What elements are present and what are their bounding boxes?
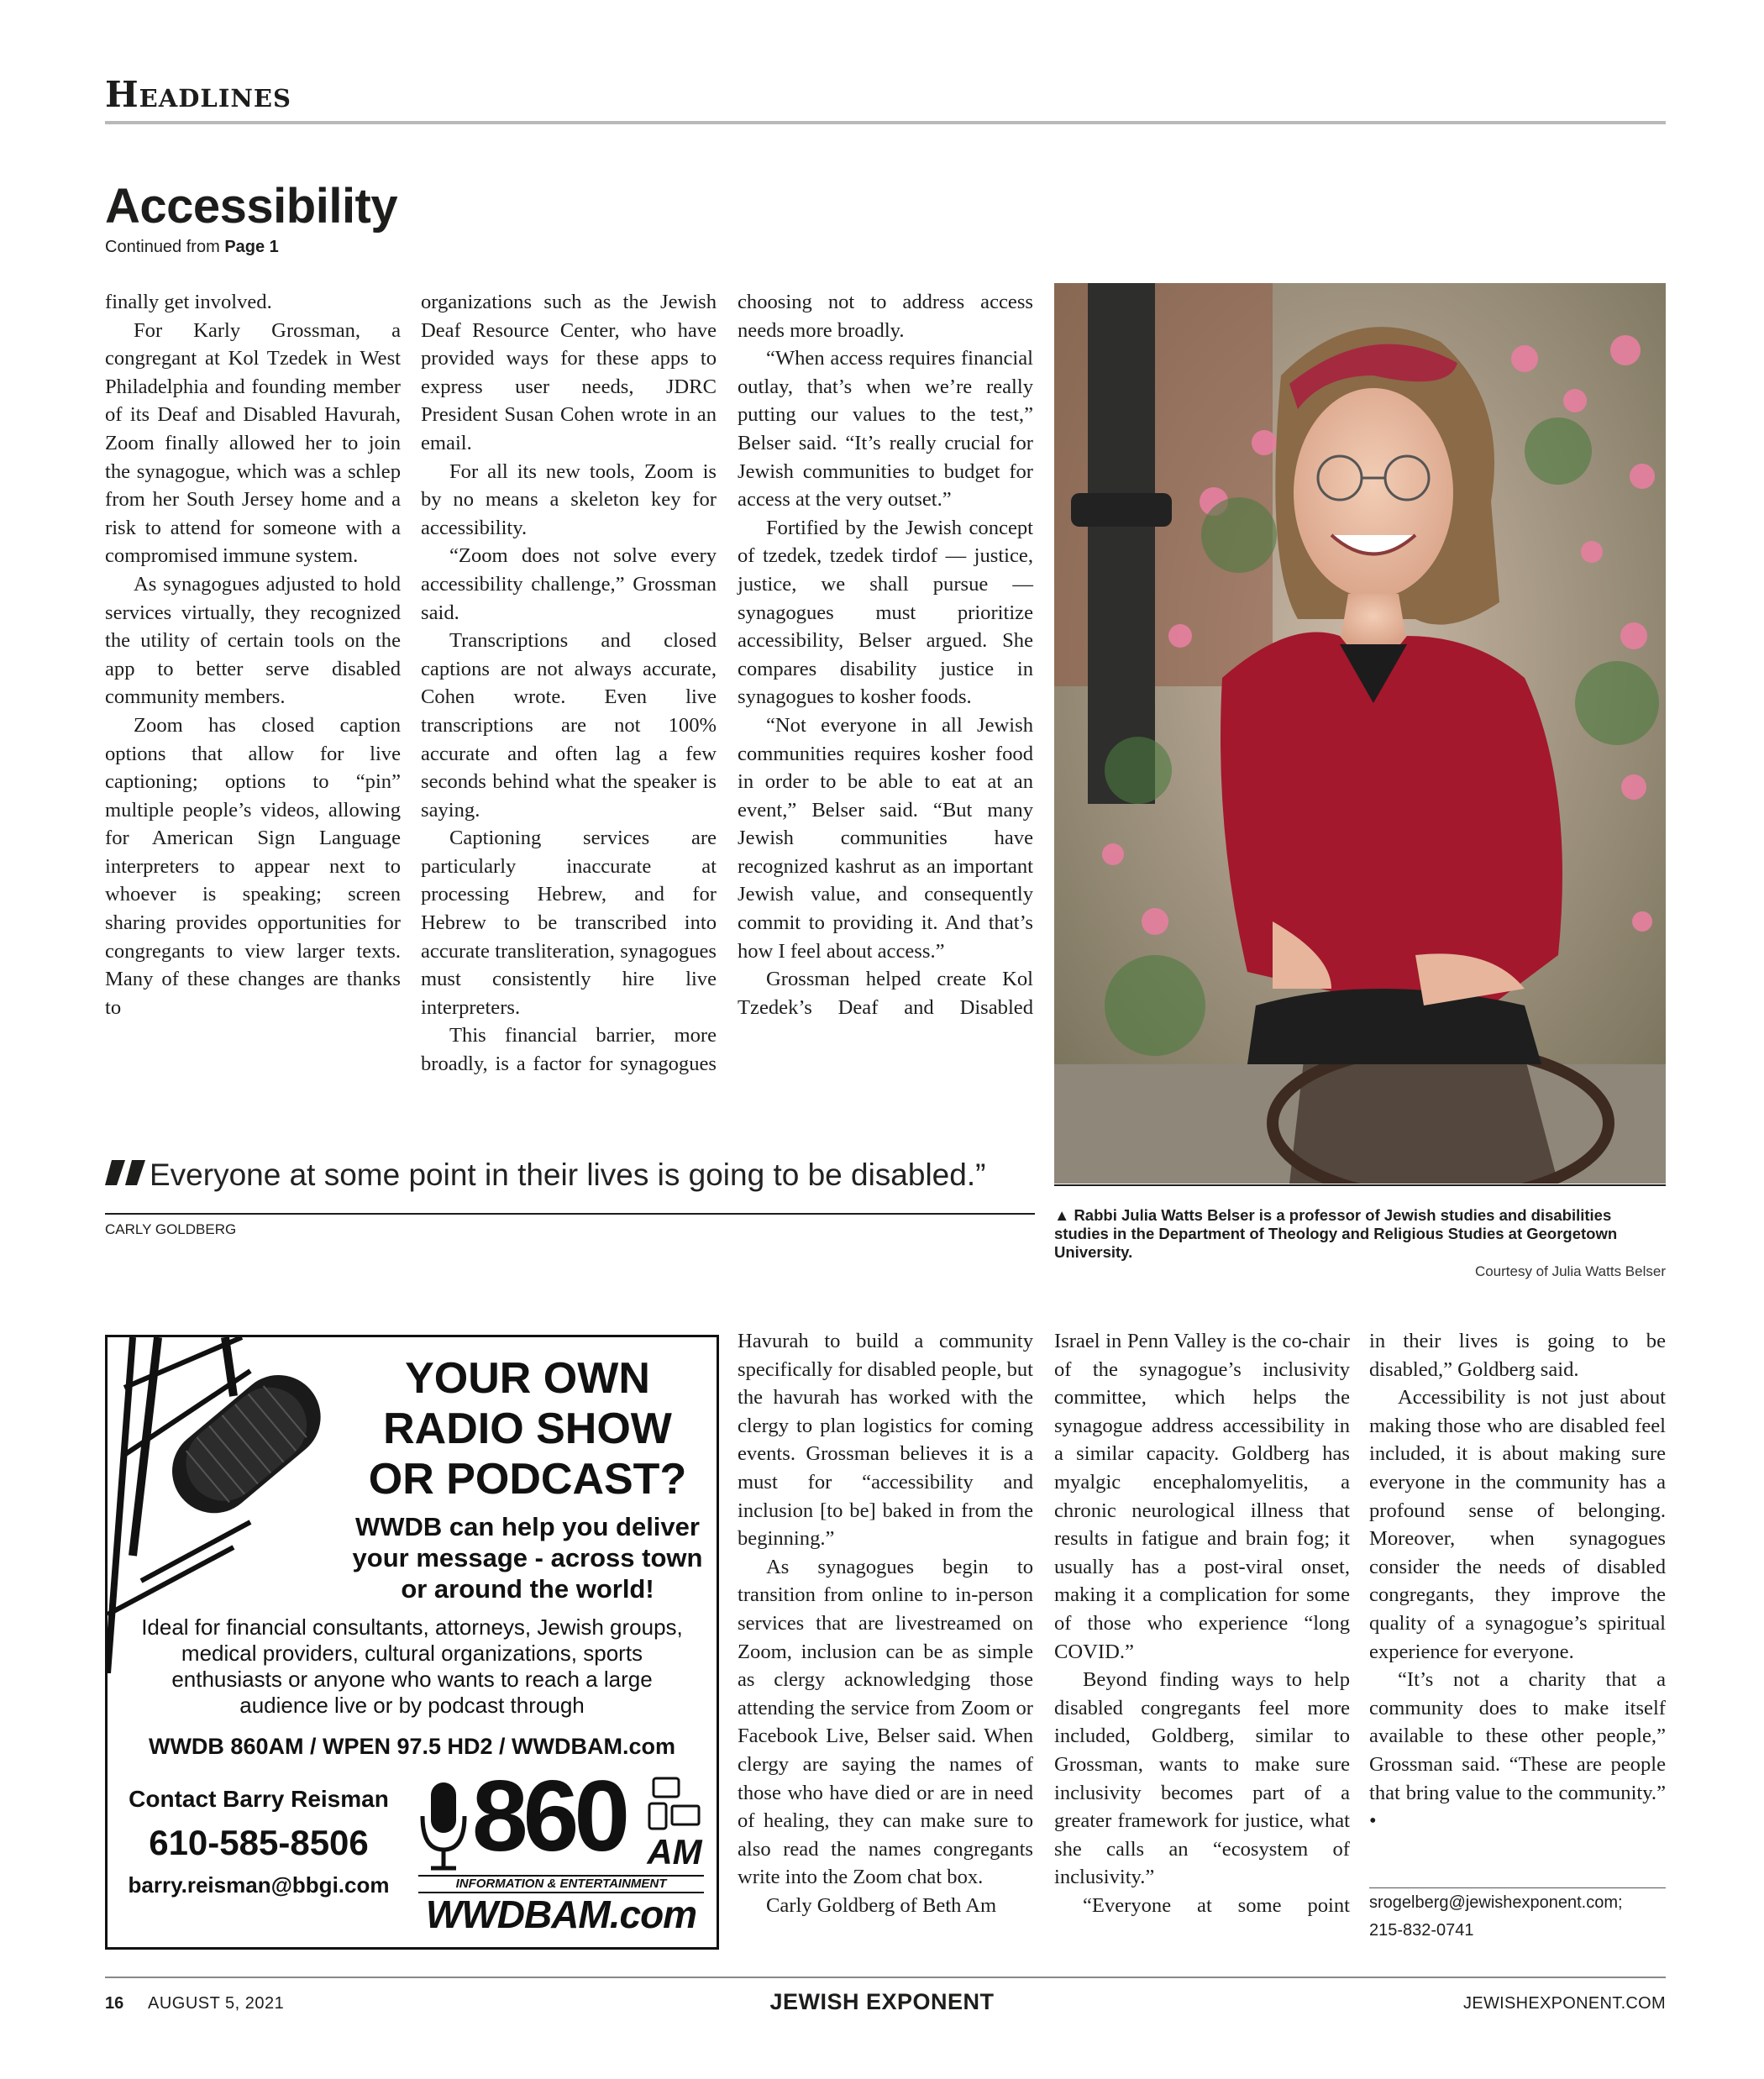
paragraph: in their lives is going to be disabled,” Goldberg said.	[1369, 1330, 1666, 1381]
paragraph: Captioning services are particularly inaccurate at processing Hebrew, and for Hebrew to be transcribed into accurate transliteration, synagogues must consistently hire live interpreters.	[421, 827, 717, 1019]
ad-body-1: Ideal for financial consultants, attorneys, Jewish groups,	[141, 1614, 683, 1640]
headline: Accessibility	[105, 179, 398, 234]
quote-mark-icon	[105, 1160, 147, 1185]
photo-rule	[1054, 1184, 1666, 1186]
paragraph: “Everyone at some point	[1083, 1893, 1350, 1917]
article-column-1	[105, 288, 401, 1021]
section-rule	[105, 121, 1666, 124]
pull-quote: Everyone at some point in their lives is going to be disabled.”	[150, 1158, 986, 1192]
devices-icon	[645, 1774, 704, 1833]
ad-email[interactable]: barry.reisman@bbgi.com	[128, 1872, 390, 1898]
issue-date: AUGUST 5, 2021	[148, 1994, 285, 2013]
pull-quote-attribution: CARLY GOLDBERG	[105, 1221, 237, 1237]
paragraph: Transcriptions and closed captions are not always accurate, Cohen wrote. Even live transcriptions are not 100% accurate and often lag a few seconds behind what the speaker is saying.	[421, 629, 717, 822]
continued-from	[105, 238, 279, 257]
publication-name: JEWISH EXPONENT	[769, 1989, 995, 2014]
paragraph: For all its new tools, Zoom is by no means a skeleton key for accessibility.	[421, 459, 717, 539]
paragraph: finally get involved.	[105, 291, 272, 313]
ad-logo-site[interactable]: WWDBAM.com	[425, 1893, 697, 1936]
ad-logo-am: AM	[647, 1832, 702, 1872]
portrait-illustration	[1054, 283, 1666, 1184]
ad-body-2: medical providers, cultural organizations, sports	[181, 1641, 643, 1666]
paragraph: As synagogues begin to transition from online to in-person services that are livestreamed on Zoom, inclusion can be as simple as clergy acknowledging those attending the service from Zoom or Facebook Live, Belser said. When clergy are saying the names of those who have died or are in need of healing, they can make sure to also read the names congregants write into the Zoom chat box.	[738, 1555, 1033, 1889]
ad-body-4: audience live or by podcast through	[239, 1693, 585, 1718]
ad-logo-tagline: INFORMATION & ENTERTAINMENT	[418, 1875, 704, 1893]
author-phone: 215-832-0741	[1369, 1921, 1474, 1940]
ad-contact: Contact Barry Reisman	[129, 1786, 389, 1812]
paragraph: Carly Goldberg of Beth Am	[766, 1893, 997, 1917]
ad-sub-1: WWDB can help you deliver	[355, 1512, 700, 1541]
paragraph: For Karly Grossman, a congregant at Kol Tzedek in West Philadelphia and founding member of its Deaf and Disabled Havurah, Zoom finally allowed her to join the synagogue, which was a schlep from her South Jersey home and a risk to attend for someone with a compromised immune system.	[105, 318, 401, 568]
article-column-5	[1054, 1327, 1350, 1919]
paragraph: “It’s not a charity that a community does to make itself available to these other people,” Grossman said. “These are people that bring value to the community.” •	[1369, 1668, 1666, 1833]
paragraph: Accessibility is not just about making those who are disabled feel included, it is about making sure everyone in the community has a profound sense of belonging. Moreover, when synagogues consider the needs of disabled congregants, they improve the quality of a synagogue’s spiritual experience for everyone.	[1369, 1386, 1666, 1663]
section-label: Headlines	[105, 74, 291, 115]
continued-page-link[interactable]: Page 1	[224, 238, 279, 256]
paragraph: Beyond finding ways to help disabled congregants feel more included, Goldberg, similar to Grossman, wants to make sure inclusivity becomes part of a greater framework for justice, what she calls an “ecosystem of inclusivity.”	[1054, 1668, 1350, 1889]
paragraph: Zoom has closed caption options that allow for live captioning; options to “pin” multiple people’s videos, allowing for American Sign Language interpreters to appear next to whoever is speaking; screen sharing provides opportunities for congregants to view larger texts. Many of these changes are thanks to	[105, 713, 401, 1019]
paragraph: Fortified by the Jewish concept of tzedek, tzedek tirdof — justice, justice, we shall pursue — synagogues must prioritize accessibility, Belser argued. She compares disability justice in synagogues to kosher foods.	[738, 516, 1033, 709]
continued-prefix: Continued from	[105, 238, 220, 256]
paragraph: “When access requires financial outlay, that’s when we’re really putting our values to the test,” Belser said. “It’s really crucial for Jewish communities to budget for access at the very outset.”	[738, 347, 1033, 512]
paragraph: Havurah to build a community specifically for disabled people, but the havurah has worked with the clergy to plan logistics for coming events. Grossman believes it is a must for “accessibility and inclusion [to be] baked in from the beginning.”	[738, 1330, 1033, 1551]
ad-headline-3: OR PODCAST?	[368, 1455, 687, 1504]
paragraph: “Not everyone in all Jewish communities requires kosher food in order to be able to eat at an event,” Belser said. “But many Jewish communities have recognized kashrut as an important Jewish value, and consequently commit to providing it. And that’s how I feel about access.”	[738, 713, 1033, 963]
paragraph: Grossman helped create Kol Tzedek’s Deaf and Disabled	[738, 968, 1033, 1019]
pull-quote-rule	[105, 1213, 1035, 1215]
paragraph: This financial barrier, more broadly, is a factor for synagogues	[421, 1024, 717, 1076]
article-column-6	[1369, 1327, 1666, 1835]
paragraph: organizations such as the Jewish Deaf Resource Center, who have provided ways for these apps to express user needs, JDRC President Susan Cohen wrote in an email.	[421, 291, 717, 454]
radio-show-advertisement[interactable]	[105, 1335, 719, 1950]
author-contact-rule	[1369, 1887, 1666, 1888]
page-number: 16	[105, 1994, 124, 2013]
paragraph: “Zoom does not solve every accessibility challenge,” Grossman said.	[421, 544, 717, 624]
article-column-2	[421, 288, 717, 1079]
ad-body-3: enthusiasts or anyone who wants to reach a large	[171, 1667, 653, 1692]
photo-credit: Courtesy of Julia Watts Belser	[1474, 1263, 1666, 1279]
article-column-4	[738, 1327, 1033, 1919]
ad-sub-2: your message - across town	[352, 1543, 703, 1572]
ad-logo-number: 860	[471, 1760, 626, 1872]
ad-sub-3: or around the world!	[401, 1574, 654, 1604]
ad-headline-2: RADIO SHOW	[383, 1404, 672, 1453]
paragraph: Israel in Penn Valley is the co-chair of the synagogue’s inclusivity committee, which helps the synagogue address accessibility in a similar capacity. Goldberg has myalgic encephalomyelitis, a chronic neurological illness that results in fatigue and brain fog; it usually has a post-viral onset, making it a complication for some of those who experience “long COVID.”	[1054, 1330, 1350, 1663]
photo-caption: ▲ Rabbi Julia Watts Belser is a professor of Jewish studies and disabilities studies in the Department of Theology and Religious Studies at Georgetown University.	[1054, 1206, 1618, 1261]
article-column-3	[738, 288, 1033, 1021]
portrait-photo	[1054, 283, 1666, 1184]
publication-website[interactable]: JEWISHEXPONENT.COM	[1463, 1994, 1666, 2013]
paragraph: choosing not to address access needs more broadly.	[738, 291, 1033, 342]
paragraph: As synagogues adjusted to hold services virtually, they recognized the utility of certain tools on the app to better serve disabled community members.	[105, 572, 401, 709]
ad-stations: WWDB 860AM / WPEN 97.5 HD2 / WWDBAM.com	[148, 1734, 676, 1759]
author-email[interactable]: srogelberg@jewishexponent.com;	[1369, 1893, 1623, 1912]
footer-rule	[105, 1977, 1666, 1978]
ad-phone[interactable]: 610-585-8506	[149, 1823, 369, 1862]
ad-headline-1: YOUR OWN	[405, 1354, 650, 1403]
